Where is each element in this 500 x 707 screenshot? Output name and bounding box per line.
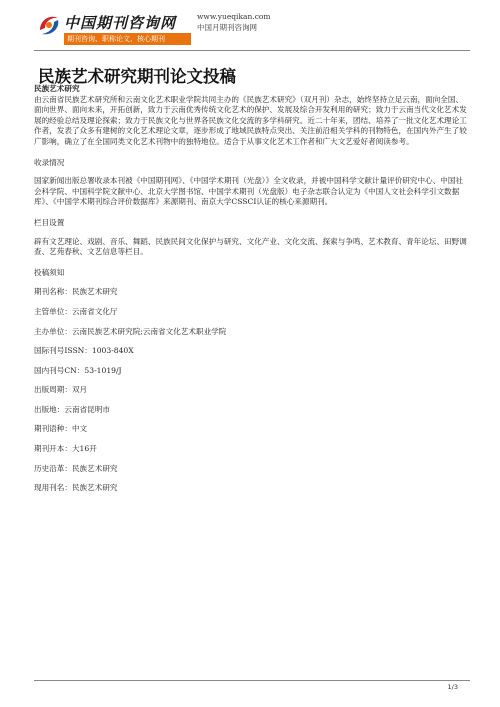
page-number: 1/3 xyxy=(447,683,458,691)
columns-text: 辟有文艺理论、戏剧、音乐、舞蹈、民族民间文化保护与研究、文化产业、文化交流、探索与争鸣、艺术教育、青年论坛、田野调查、艺苑春秋、文艺信息等栏目。 xyxy=(34,236,467,257)
detail-cn: 国内刊号CN：53-1019/J xyxy=(34,365,122,375)
page-header xyxy=(34,8,474,52)
columns-heading: 栏目设置 xyxy=(34,217,65,227)
detail-location: 出版地：云南省昆明市 xyxy=(34,404,110,414)
header-divider xyxy=(34,50,470,51)
logo-swirl-icon xyxy=(36,12,62,38)
journal-details xyxy=(34,287,468,494)
indexing-heading: 收录情况 xyxy=(34,157,65,167)
detail-supervisor: 主管单位：云南省文化厅 xyxy=(34,306,118,316)
site-info xyxy=(197,11,271,33)
site-url[interactable]: www.yueqikan.com xyxy=(197,12,271,21)
intro-text: 由云南省民族艺术研究所和云南文化艺术职业学院共同主办的《民族艺术研究》（双月刊）杂志，始终坚持立足云南，面向全国、面向世界、面向未来，开拓创新，致力于云南优秀传统文化艺术的保护、发展及综合开发利用的研究；致力于云南当代文化艺术发展的经验总结及理论探索；致力于民族文化与世界各民族文化交流的多学科研究。近二十年来，团结、培养了一批文化艺术理论工作者，发表了众多有建树的文化艺术理论文章，逐步形成了地域民族特点突出、关注前沿相关学科的刊物特色，在国内外产生了较广影响，确立了在全国同类文化艺术刊物中的独特地位。适合于从事文化艺术工作者和广大文艺爱好者阅读参考。 xyxy=(34,94,467,146)
site-logo[interactable] xyxy=(34,8,194,50)
intro-subtitle: 民族艺术研究 xyxy=(34,84,80,93)
article-body xyxy=(34,84,468,494)
detail-language: 期刊语种：中文 xyxy=(34,424,88,434)
submission-heading: 投稿须知 xyxy=(34,267,65,277)
detail-sponsor: 主办单位：云南民族艺术研究院;云南省文化艺术职业学院 xyxy=(34,326,227,336)
page-title: 民族艺术研究期刊论文投稿 xyxy=(38,67,236,86)
detail-current-name: 现用刊名：民族艺术研究 xyxy=(34,483,118,493)
detail-frequency: 出版周期：双月 xyxy=(34,385,88,395)
detail-journal-name: 期刊名称：民族艺术研究 xyxy=(34,287,118,297)
site-name: 中国月期刊咨询网 xyxy=(197,23,257,32)
detail-issn: 国际刊号ISSN：1003-840X xyxy=(34,346,134,356)
footer-divider xyxy=(34,680,470,681)
indexing-text: 国家新闻出版总署收录本刊被《中国期刊网》、《中国学术期刊（光盘）》全文收录，并被中国科学文献计量评价研究中心、中国社会科学院、中国科学院文献中心、北京大学图书馆、中国学术期刊（光盘版）电子杂志联合认定为《中国人文社会科学引文数据库》、《中国学术期刊综合评价数据库》来源期刊、南京大学CSSCI认证的核心来源期刊。 xyxy=(34,176,464,207)
logo-text: 中国期刊咨询网 xyxy=(64,14,177,32)
detail-history: 历史沿革：民族艺术研究 xyxy=(34,463,118,473)
logo-slogan: 期刊咨询、职称论文、核心期刊 xyxy=(64,33,191,45)
detail-format: 期刊开本：大16开 xyxy=(34,444,97,454)
